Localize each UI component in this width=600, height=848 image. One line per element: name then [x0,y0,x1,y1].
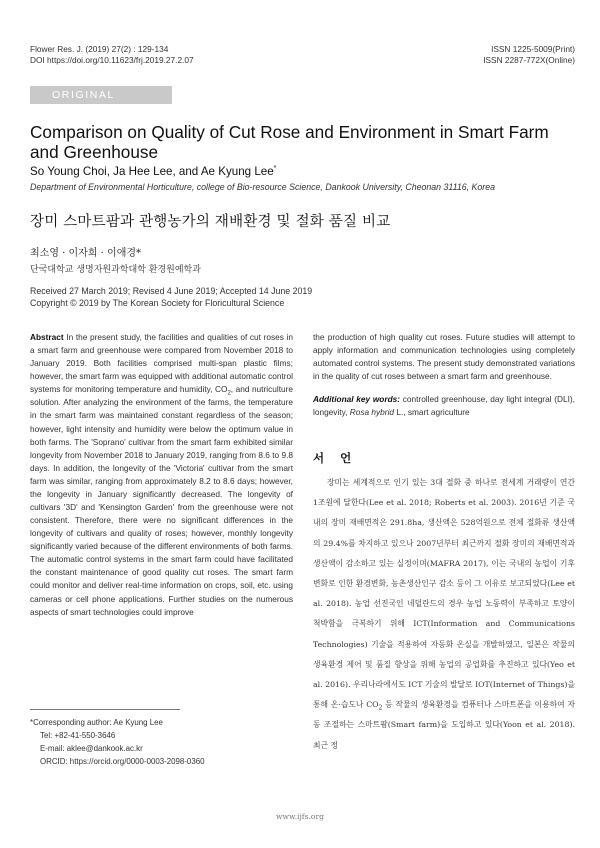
footnote-divider [30,709,180,710]
introduction-paragraph: 장미는 세계적으로 인기 있는 3대 절화 중 하나로 전세계 거래량이 연간 1조원에 달한다(Lee et al. 2018; Roberts et al. 2003). 2016년 기준 국내의 장미 재배면적은 291.8ha, 생산액은 528억원으로 전체 절화류 생산액의 29.4%를 차지하고 있으나 2007년부터 최근까지 절화 장미의 재배면적과 생산액이 감소하고 있는 실정이며(MAFRA 2017), 이는 국내의 농업이 기후변화로 인한 환경변화, 농촌생산인구 감소 등이 그 이유로 보고되었다(Lee et al. 2018). 농업 선진국인 네덜란드의 경우 농업 노동력이 부족하고 토양이 척박함을 극복하기 위해 ICT(Information and Communications Technologies) 기술을 적용하여 자동화 온실을 개발하였고, 일본은 작물의 생육환경 제어 및 품질 향상을 위해 농업의 공업화를 추진하고 있다(Yeo et al. 2016). 우리나라에서도 ICT 기술의 발달로 IOT(Internet of Things)을 통해 온·습도나 $CO_2$ 등 작물의 생육환경을 컴퓨터나 스마트폰을 이용하여 자동 조절하는 스마트팜(Smart farm)을 도입하고 있다(Yoon et al. 2018). 최근 정 [313,478,576,750]
article-type-banner: ORIGINAL ARTICLE [30,86,172,104]
species-name: Rosa hybrid [349,407,395,418]
korean-authors: 최소영 · 이자희 · 이애경* [30,248,142,259]
corresponding-author-footnote [30,716,205,768]
article-history: Received 27 March 2019; Revised 4 June 2019; Accepted 14 June 2019 [30,286,313,296]
introduction-body [313,473,575,756]
journal-website[interactable]: www.ijfs.org [276,812,324,821]
korean-affiliation: 단국대학교 생명자원과학대학 환경원예학과 [30,265,201,275]
paper-title: Comparison on Quality of Cut Rose and Environment in Smart Farm and Greenhouse [30,122,549,162]
journal-citation: Flower Res. J. (2019) 27(2) : 129-134 [30,44,169,54]
issn-online: ISSN 2287-772X(Online) [483,55,575,65]
korean-title: 장미 스마트팜과 관행농가의 재배환경 및 절화 품질 비교 [30,214,391,230]
author-email[interactable]: E-mail: aklee@dankook.ac.kr [40,744,143,753]
article-dates [30,285,312,309]
corresponding-mark: * [273,165,277,173]
introduction-heading: 서 언 [313,451,358,465]
abstract-text: Abstract In the present study, the facilities and qualities of cut roses in a smart farm and greenhouse were compared from November 2018 to January 2019. Both facilities comprised multi-span plastic films; however, the smart farm was equipped with additional automatic control systems for monitoring temperature and humidity, $CO_2$, and nutriculture solution. After analyzing the environment of the farms, the temperature in the smart farm was maintained constant regardless of the season; however, light intensity and humidity were below the optimum value in both farms. The 'Soprano' cultivar from the smart farm exhibited similar longevity from November 2018 to January 2019, ranging from 8.6 to 9.8 days. In addition, the longevity of the 'Victoria' cultivar from the smart farm was similar, ranging from approximately 8.2 to 8.6 days; however, the longevity in January significantly decreased. The longevity of cultivars '3D' and 'Kensington Garden' from the greenhouse were not consistent. Therefore, there were no significant differences in the longevity of cultivars and quality of roses; however, monthly longevity significantly varied because of the different environments of both farms. The automatic control systems in the smart farm could have facilitated the constant maintenance of good quality cut roses. The smart farm could monitor and deliver real-time information on crops, soil, etc. using cameras or cell phone applications. Further studies on the numerous aspects of smart technologies could improve [30,332,293,617]
abstract-right-column [313,331,575,419]
keywords-label: Additional key words: [313,394,401,405]
keywords: Additional key words: controlled greenhouse, day light integral (DLI), longevity, Rosa hybrid L., smart agriculture [313,394,575,418]
copyright-line: Copyright © 2019 by The Korean Society for Floricultural Science [30,298,285,308]
doi-link[interactable]: DOI https://doi.org/10.11623/frj.2019.27.2.07 [30,55,194,65]
abstract-left-column [30,331,293,619]
abstract-label: Abstract [30,332,64,342]
author-phone: Tel: +82-41-550-3646 [40,731,116,740]
abstract-continued: the production of high quality cut roses. Future studies will attempt to apply information and communication technologies using completely automated control systems. The present study demonstrated variations in the quality of cut roses between a smart farm and greenhouse. [313,332,575,382]
author-list [30,165,276,178]
issn-print: ISSN 1225-5009(Print) [491,44,575,54]
author-names: So Young Choi, Ja Hee Lee, and Ae Kyung Lee [30,165,274,178]
corresponding-author: *Corresponding author: Ae Kyung Lee [30,718,163,727]
author-orcid[interactable]: ORCID: https://orcid.org/0000-0003-2098-0360 [40,757,205,766]
affiliation: Department of Environmental Horticulture, college of Bio-resource Science, Dankook University, Cheonan 31116, Korea [30,182,496,192]
